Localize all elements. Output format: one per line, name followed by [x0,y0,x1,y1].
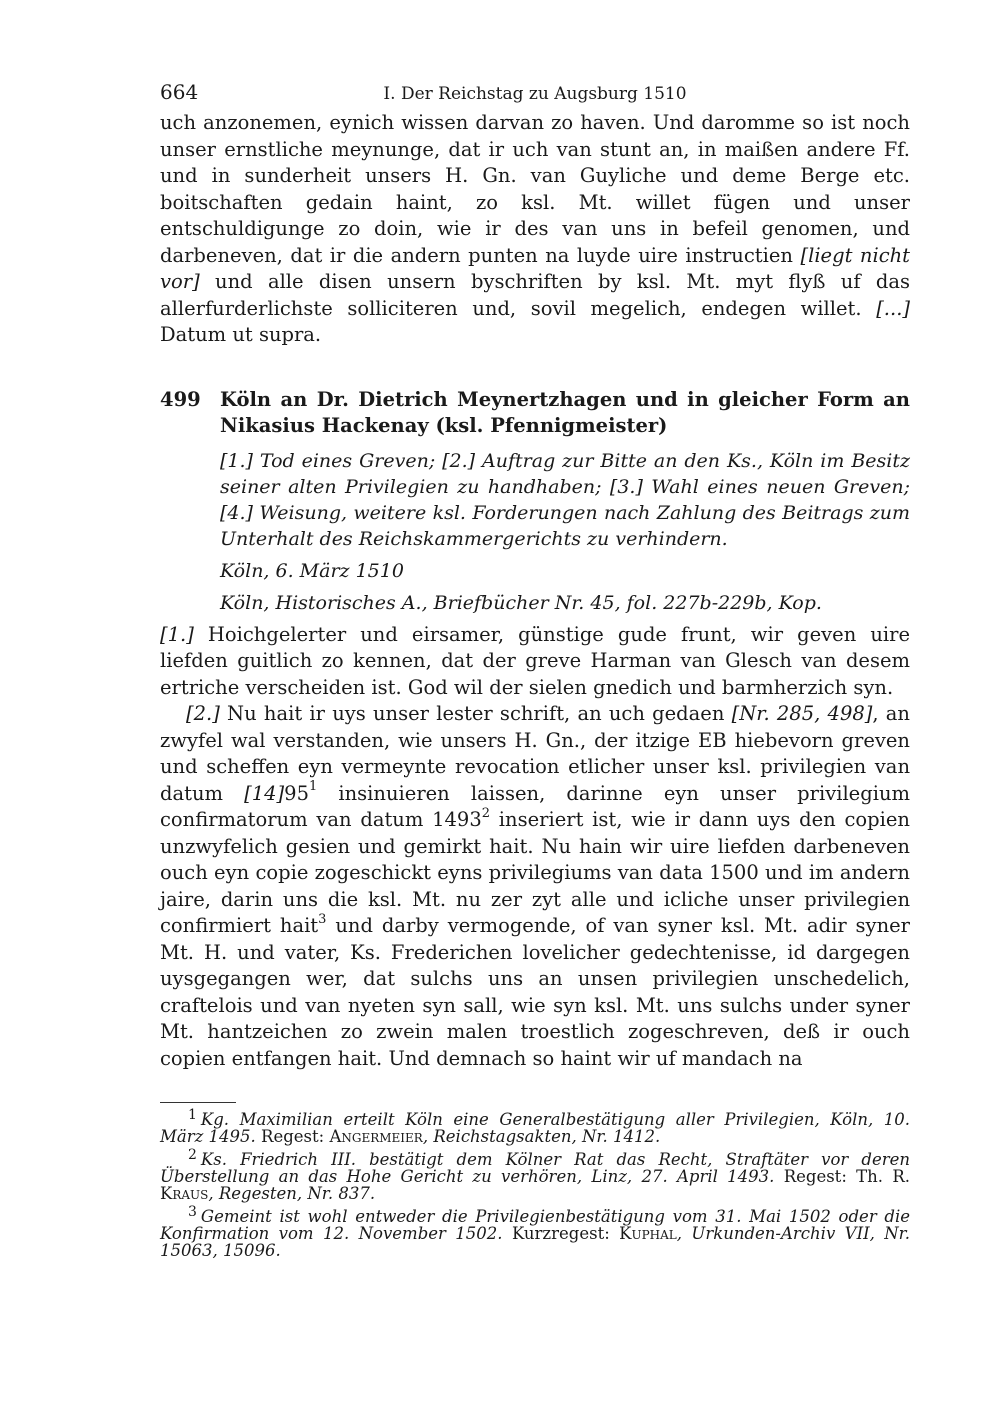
footnotes [160,1106,910,1260]
page-number: 664 [160,80,199,104]
footnote-ref-2[interactable]: 2 [481,805,491,821]
previous-document-ending: uch anzonemen, eynich wissen darvan zo haven. Und daromme so ist noch unser ernstliche meynunge, dat ir uch van stunt an, in maißen andere Ff. und in sunderheit unsers H. Gn. van Guyliche und deme Berge etc. boitschaften gedain haint, zo ksl. Mt. willet fügen und unser entschuldigunge zo doin, wie ir des van uns in befeil genomen, und darbeneven, dat ir die andern punten na luyde uire instructien [liegt nicht vor] und alle disen unsern byschriften by ksl. Mt. myt flyß uf das allerfurderlichste solliciteren und, sovil megelich, endegen willet. [...] Datum ut supra. [160,111,911,346]
editorial-note: [liegt nicht vor] [160,243,911,293]
footnote-3: $^3$ Gemeint ist wohl entweder die Privilegienbestätigung vom 31. Mai 1502 oder die Konfirmation vom 12. November 1502. Kurzregest: Kuphal, Urkunden-Archiv VII, Nr. 15063, 15096. [160,1203,910,1260]
document-title: Köln an Dr. Dietrich Meynertzhagen und in gleicher Form an Nikasius Hackenay (ksl. Pfennigmeister) [220,387,910,437]
document-head [160,387,910,616]
footnote-ref-1[interactable]: 1 [308,779,318,794]
document-date: Köln, 6. März 1510 [220,559,404,582]
document-summary: [1.] Tod eines Greven; [2.] Auftrag zur Bitte an den Ks., Köln im Besitz seiner alten Privilegien zu handhaben; [3.] Wahl eines neuen Greven; [4.] Weisung, weitere ksl. Forderungen nach Zahlung des Beitrags zum Unterhalt des Reichskammergerichts zu verhindern. [220,449,910,550]
footnote-1: $^1$ Kg. Maximilian erteilt Köln eine Generalbestätigung aller Privilegien, Köln, 10. März 1495. Regest: Angermeier, Reichstagsakten, Nr. 1412. [160,1106,910,1146]
body-text [160,110,910,1072]
running-head: I. Der Reichstag zu Augsburg 1510 [383,84,687,104]
page [160,78,910,1265]
document-number: 499 [160,387,201,411]
section-mark: [1.] [160,622,194,646]
paragraph-1: [1.] Hoichgelerter und eirsamer, günstige gude frunt, wir geven uire liefden guitlich zo kennen, dat der greve Harman van Glesch van desem ertriche verscheiden ist. God wil der sielen gnedich und barmherzich syn. [160,622,910,699]
omission-mark: [...] [876,296,910,320]
cross-reference: [Nr. 285, 498] [731,702,873,725]
footnote-2: $^2$ Ks. Friedrich III. bestätigt dem Kölner Rat das Recht, Straftäter vor deren Überstellung an das Hohe Gericht zu verhören, Linz, 27. April 1493. Regest: Th. R. Kraus, Regesten, Nr. 837. [160,1146,910,1203]
section-mark: [2.] [186,702,220,725]
footnote-ref-3[interactable]: 3 [318,911,327,927]
page-header [160,78,910,110]
paragraph-2: [2.] Nu hait ir uys unser lester schrift, an uch gedaen [Nr. 285, 498], an zwyfel wal verstanden, wie unsers H. Gn., der itzige EB hiebevorn greven und scheffen eyn vermeynte revocation etlicher unser ksl. privilegien van datum $[14]95^1$ insinuieren laissen, darinne eyn unser privilegium confirmatorum van datum 1493$^2$ inseriert ist, wie ir dann uys den copien unzwyfelich gesien und gemirkt hait. Nu hain wir uire liefden darbeneven ouch eyn copie zogeschickt eyns privilegiums van data 1500 und im andern jaire, darin uns die ksl. Mt. nu zer zyt alle und icliche unser privilegien confirmiert hait$^3$ und darby vermogende, of van syner ksl. Mt. adir syner Mt. H. und vater, Ks. Frederichen lovelicher gedechtenisse, id dargegen uysgegangen wer, dat sulchs uns an unsen privilegien unschedelich, craftelois und van nyeten syn sall, wie syn ksl. Mt. uns sulchs under syner Mt. hantzeichen zo zwein malen troestlich zogeschreven, deß ir ouch copien entfangen hait. Und demnach so haint wir uf mandach na [160,702,910,1070]
document-source: Köln, Historisches A., Briefbücher Nr. 45, fol. 227b-229b, Kop. [220,591,822,614]
footnote-divider [160,1102,236,1103]
